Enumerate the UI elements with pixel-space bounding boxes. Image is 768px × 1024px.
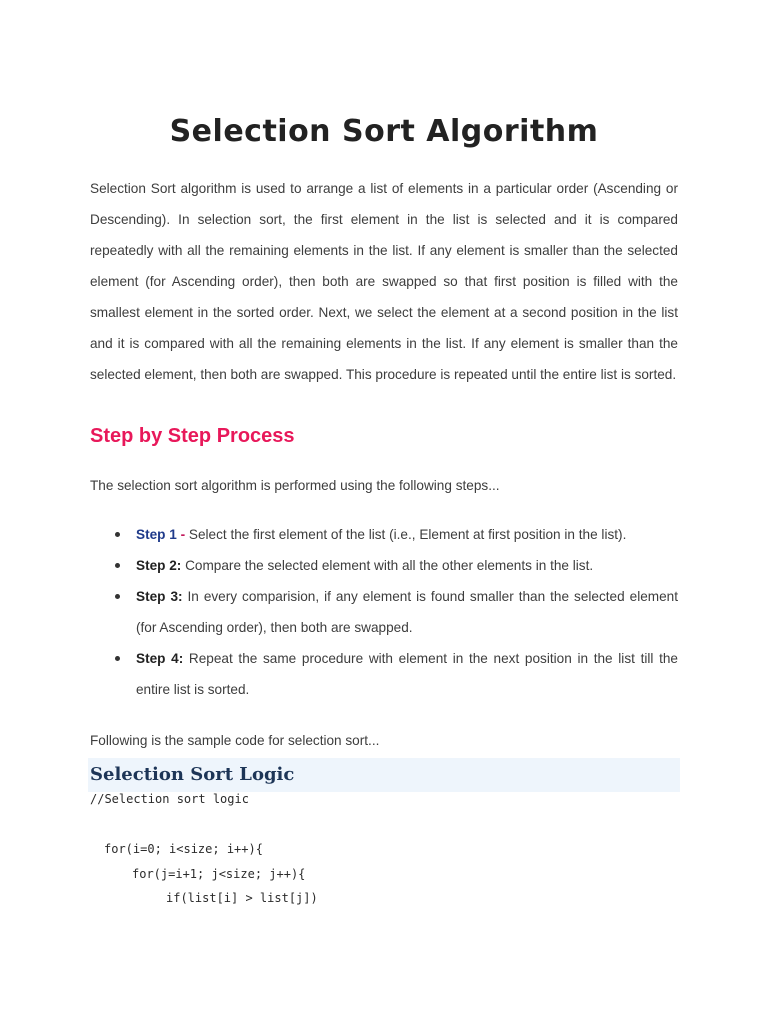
code-line: for(i=0; i<size; i++){ — [104, 842, 263, 856]
section-heading: Step by Step Process — [90, 425, 295, 447]
steps-list — [90, 519, 678, 705]
code-block — [90, 789, 318, 905]
step-label-3: Step 3: — [136, 589, 183, 604]
code-section-header — [88, 758, 680, 792]
step-text-3: In every comparision, if any element is found smaller than the selected element (for Ascending order), then both are swapped. — [136, 589, 678, 635]
step-text-2: Compare the selected element with all the other elements in the list. — [181, 558, 594, 573]
page-title: Selection Sort Algorithm — [169, 114, 599, 149]
step-text-1: Select the first element of the list (i.e., Element at first position in the list). — [188, 527, 627, 542]
code-comment: //Selection sort logic — [90, 792, 249, 806]
step-item-1 — [90, 519, 678, 550]
step-label-2: Step 2: — [136, 558, 182, 573]
step-item-3 — [90, 581, 678, 643]
code-line: for(j=i+1; j<size; j++){ — [132, 867, 306, 881]
step-label-4: Step 4: — [136, 651, 184, 666]
code-line: if(list[i] > list[j]) — [166, 891, 318, 905]
step-item-2 — [90, 550, 678, 581]
code-section-title: Selection Sort Logic — [90, 764, 295, 785]
intro-paragraph: Selection Sort algorithm is used to arrange a list of elements in a particular order (Ascending or Descending). In selection sort, the first element in the list is selected and it is compared repeatedly with all the remaining elements in the list. If any element is smaller than the selected element (for Ascending order), then both are swapped so that first position is filled with the smallest element in the sorted order. Next, we select the element at a second position in the list and it is compared with all the remaining elements in the list. If any element is smaller than the selected element, then both are swapped. This procedure is repeated until the entire list is sorted. — [90, 181, 678, 382]
steps-lead-text: The selection sort algorithm is performed using the following steps... — [90, 478, 500, 493]
step-item-4 — [90, 643, 678, 705]
step-text-4: Repeat the same procedure with element in the next position in the list till the entire list is sorted. — [136, 651, 678, 697]
sample-code-intro: Following is the sample code for selection sort... — [90, 733, 380, 748]
step-label-1: Step 1 - — [136, 527, 189, 542]
